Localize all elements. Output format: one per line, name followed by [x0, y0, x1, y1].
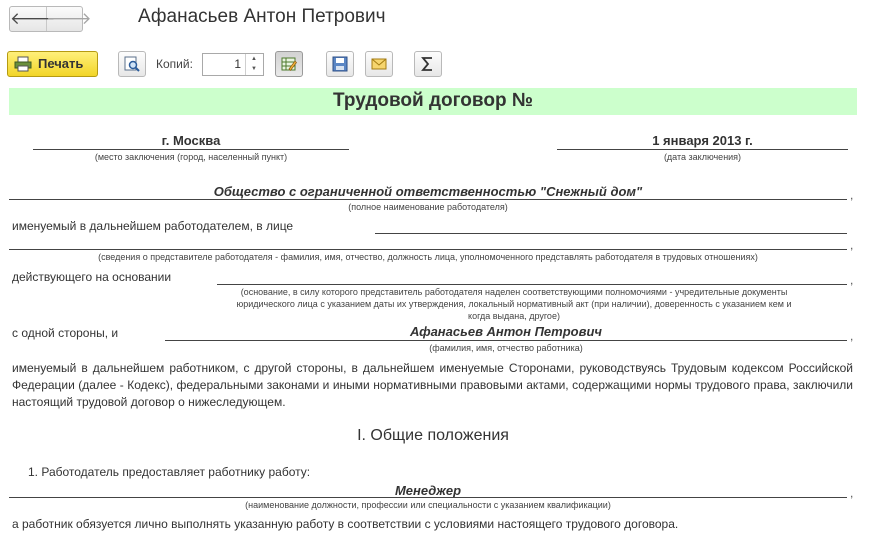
- employer-comma: ,: [850, 188, 854, 202]
- employee-hint: (фамилия, имя, отчество работника): [429, 343, 583, 353]
- rep-line-1: [375, 233, 847, 234]
- employer-hint: (полное наименование работодателя): [348, 202, 508, 212]
- save-button[interactable]: [326, 51, 354, 77]
- preamble-paragraph: именуемый в дальнейшем работником, с другой стороны, в дальнейшем именуемые Сторонами, руководствуясь Трудовым кодексом Российской Федерации (далее - Кодекс), федеральными законами и иными нормативными правовыми актами, содержащими нормы трудового права, заключили настоящий трудовой договор о нижеследующем.: [12, 361, 853, 409]
- spin-down-icon[interactable]: ▼: [251, 66, 257, 72]
- copies-input[interactable]: [202, 53, 264, 76]
- document-title: Трудовой договор №: [332, 90, 534, 111]
- employer-rep-text: именуемый в дальнейшем работодателем, в лице: [12, 219, 294, 233]
- edit-mode-button[interactable]: [275, 51, 303, 77]
- date-line: [557, 149, 848, 150]
- employee-value: Афанасьев Антон Петрович: [410, 324, 602, 339]
- arrow-left-icon: 🡐: [10, 9, 56, 28]
- rep-line-2: [9, 249, 847, 250]
- save-icon: [332, 56, 348, 72]
- employer-value: Общество с ограниченной ответственностью "Снежный дом": [213, 184, 643, 199]
- one-side-text: с одной стороны, и: [12, 326, 119, 340]
- rep-comma: ,: [850, 238, 854, 252]
- sum-icon: [420, 56, 436, 72]
- copies-label: Копий:: [156, 57, 193, 71]
- back-button[interactable]: [10, 7, 56, 31]
- window-title: Афанасьев Антон Петрович: [138, 6, 386, 27]
- city-value: г. Москва: [161, 133, 221, 148]
- copies-stepper[interactable]: [245, 54, 263, 75]
- date-value: 1 января 2013 г.: [652, 133, 753, 148]
- basis-hint-3: когда выдана, другое): [468, 311, 560, 321]
- printer-icon: [14, 56, 32, 75]
- preview-icon: [124, 56, 140, 72]
- spin-up-icon[interactable]: ▲: [251, 56, 257, 62]
- position-hint: (наименование должности, профессии или специальности с указанием квалификации): [245, 500, 611, 510]
- forward-button[interactable]: [46, 7, 92, 31]
- basis-hint-1: (основание, в силу которого представитель работодателя наделен соответствующими полномочиями - учредительные документы: [240, 287, 788, 297]
- employee-comma: ,: [850, 329, 854, 343]
- send-mail-button[interactable]: [365, 51, 393, 77]
- basis-text: действующего на основании: [12, 270, 172, 284]
- sum-button[interactable]: [414, 51, 442, 77]
- basis-line: [217, 284, 847, 285]
- city-hint: (место заключения (город, населенный пункт): [94, 152, 288, 162]
- obligation-text: а работник обязуется лично выполнять указанную работу в соответствии с условиями настоящего трудового договора.: [12, 517, 679, 531]
- navigation-buttons: [9, 6, 92, 32]
- date-hint: (дата заключения): [663, 152, 742, 162]
- print-button[interactable]: [7, 51, 98, 77]
- print-label: Печать: [38, 56, 84, 71]
- basis-hint-2: юридического лица с указанием даты их утверждения, локальный нормативный акт (при наличии), доверенность с указанием кем и: [236, 299, 792, 309]
- copies-value: 1: [234, 57, 241, 71]
- employer-line: [9, 199, 847, 200]
- city-line: [33, 149, 349, 150]
- position-value: Менеджер: [394, 483, 462, 498]
- rep-hint: (сведения о представителе работодателя - фамилия, имя, отчество, должность лица, уполномоченного представлять работодателя в трудовых отношениях): [98, 252, 758, 262]
- preview-button[interactable]: [118, 51, 146, 77]
- employee-line: [165, 340, 847, 341]
- item-1-text: 1. Работодатель предоставляет работнику работу:: [28, 465, 311, 479]
- mail-icon: [371, 56, 387, 72]
- arrow-right-icon: 🡒: [46, 9, 92, 28]
- section-1-heading: I. Общие положения: [357, 427, 509, 444]
- basis-comma: ,: [850, 273, 854, 287]
- position-comma: ,: [850, 486, 854, 500]
- position-line: [9, 497, 847, 498]
- edit-icon: [281, 56, 297, 72]
